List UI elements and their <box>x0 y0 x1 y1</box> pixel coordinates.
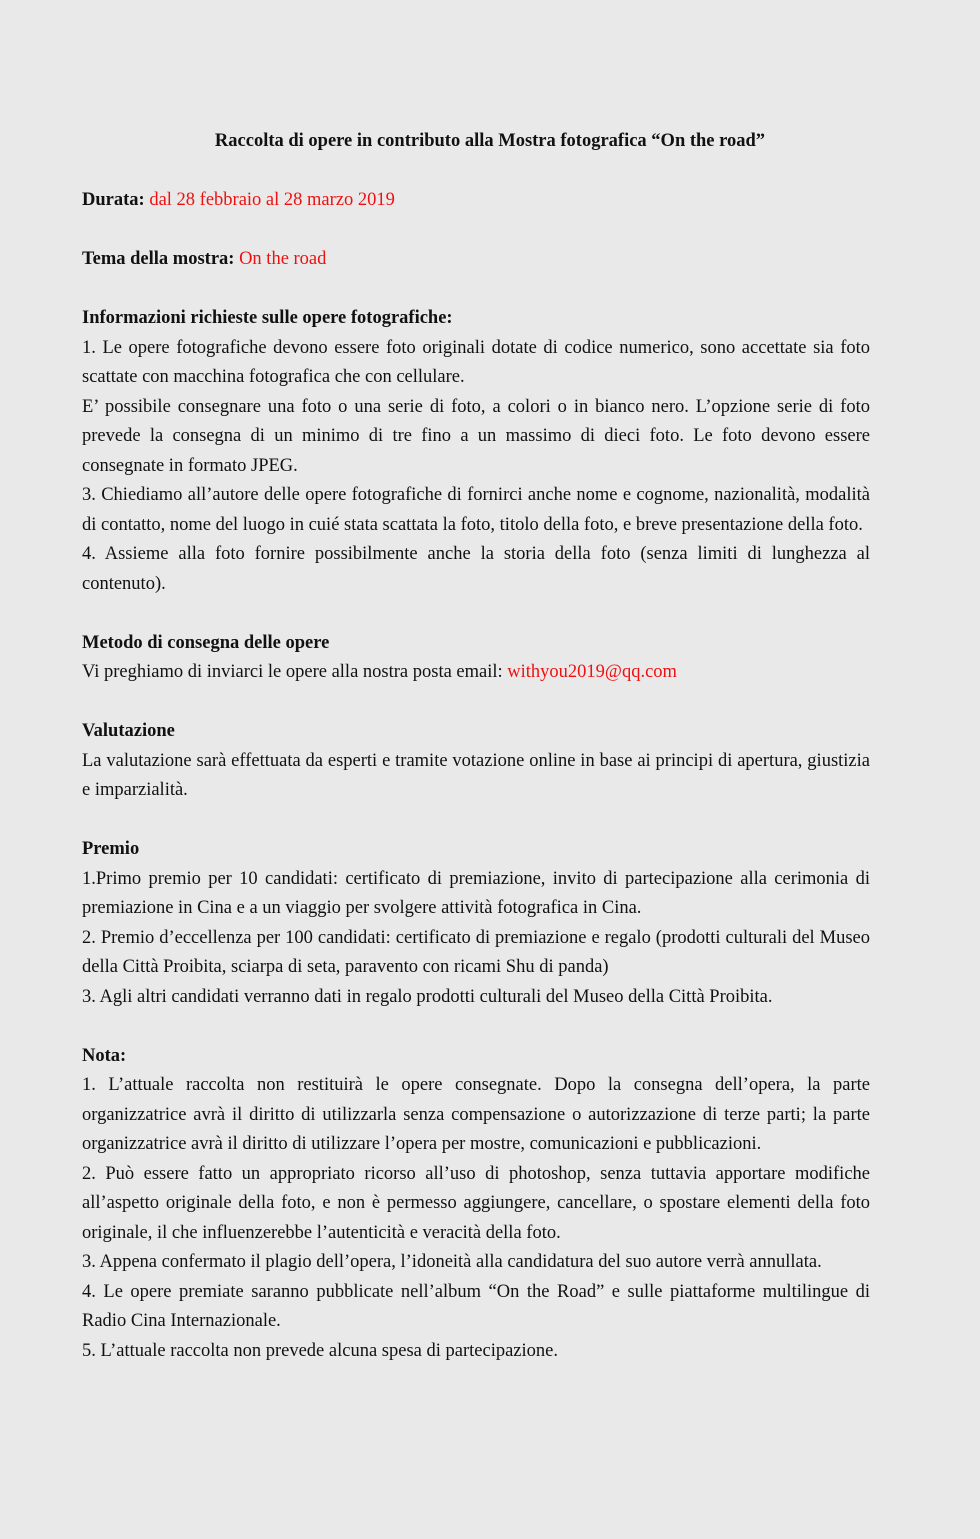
premio-paragraph-3: 3. Agli altri candidati verranno dati in regalo prodotti culturali del Museo della Città Proibita. <box>82 986 773 1007</box>
valutazione-section <box>82 717 870 806</box>
valutazione-heading: Valutazione <box>82 721 175 741</box>
nota-heading: Nota: <box>82 1045 127 1066</box>
durata-value: dal 28 febbraio al 28 marzo 2019 <box>149 190 395 210</box>
nota-section <box>82 1042 870 1367</box>
premio-paragraph-2: 2. Premio d’eccellenza per 100 candidati: certificato di premiazione e regalo (prodotti culturali del Museo della Città Proibita, sciarpa di seta, paravento con ricami Shu di panda) <box>82 927 870 977</box>
premio-heading: Premio <box>82 839 140 859</box>
informazioni-paragraph-3: 3. Chiediamo all’autore delle opere fotografiche di fornirci anche nome e cognome, nazionalità, modalità di contatto, nome del luogo in cuié stata scattata la foto, titolo della foto, e breve presentazione della foto. <box>82 485 870 535</box>
informazioni-paragraph-1: 1. Le opere fotografiche devono essere foto originali dotate di codice numerico, sono accettate sia foto scattate con macchina fotografica che con cellulare. <box>82 337 870 387</box>
tema-section <box>82 245 870 275</box>
premio-section <box>82 835 870 1012</box>
metodo-heading: Metodo di consegna delle opere <box>82 632 330 653</box>
nota-paragraph-4: 4. Le opere premiate saranno pubblicate nell’album “On the Road” e sulle piattaforme multilingue di Radio Cina Internazionale. <box>82 1281 870 1331</box>
tema-value: On the road <box>239 249 327 269</box>
informazioni-paragraph-4: 4. Assieme alla foto fornire possibilmente anche la storia della foto (senza limiti di lunghezza al contenuto). <box>82 544 870 594</box>
nota-paragraph-3: 3. Appena confermato il plagio dell’opera, l’idoneità alla candidatura del suo autore verrà annullata. <box>82 1252 822 1272</box>
email-link[interactable]: withyou2019@qq.com <box>507 662 677 682</box>
nota-paragraph-5: 5. L’attuale raccolta non prevede alcuna spesa di partecipazione. <box>82 1340 558 1361</box>
durata-section <box>82 186 870 216</box>
nota-paragraph-1: 1. L’attuale raccolta non restituirà le opere consegnate. Dopo la consegna dell’opera, la parte organizzatrice avrà il diritto di utilizzarla senza compensazione o autorizzazione di terze parti; la parte organizzatrice avrà il diritto di utilizzare l’opera per mostre, comunicazioni e pubblicazioni. <box>82 1075 870 1154</box>
metodo-text <box>82 658 870 688</box>
informazioni-heading: Informazioni richieste sulle opere fotografiche: <box>82 308 453 328</box>
informazioni-section <box>82 304 870 599</box>
document-title: Raccolta di opere in contributo alla Mostra fotografica “On the road” <box>214 131 766 151</box>
informazioni-paragraph-2: E’ possibile consegnare una foto o una serie di foto, a colori o in bianco nero. L’opzione serie di foto prevede la consegna di un minimo di tre fino a un massimo di dieci foto. Le foto devono essere consegnate in formato JPEG. <box>82 396 870 476</box>
nota-paragraph-2: 2. Può essere fatto un appropriato ricorso all’uso di photoshop, senza tuttavia apportare modifiche all’aspetto originale della foto, e non è permesso aggiungere, cancellare, o spostare elementi della foto originale, il che influenzerebbe l’autenticità e veracità della foto. <box>82 1163 870 1243</box>
premio-paragraph-1: 1.Primo premio per 10 candidati: certificato di premiazione, invito di partecipazione alla cerimonia di premiazione in Cina e a un viaggio per svolgere attività fotografica in Cina. <box>82 868 870 918</box>
metodo-section <box>82 629 870 688</box>
metodo-text-body: Vi preghiamo di inviarci le opere alla nostra posta email: <box>82 662 508 682</box>
valutazione-text: La valutazione sarà effettuata da esperti e tramite votazione online in base ai principi di apertura, giustizia e imparzialità. <box>82 750 870 800</box>
durata-label: Durata: <box>82 190 145 210</box>
tema-label: Tema della mostra: <box>82 249 235 269</box>
